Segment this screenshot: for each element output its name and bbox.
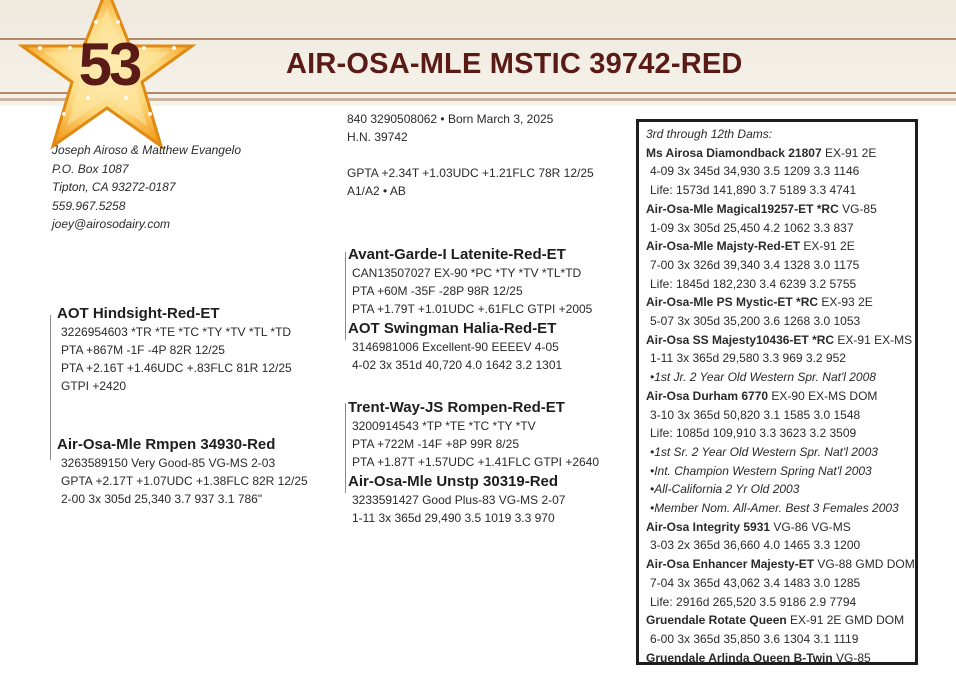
- consignor-contact: [52, 141, 241, 234]
- dam-record: 3-03 2x 365d 36,660 4.0 1465 3.3 1200: [650, 538, 861, 553]
- sire-sire-detail: PTA +1.79T +1.01UDC +.61FLC GTPI +2005: [352, 302, 593, 316]
- dam-award-note: •All-California 2 Yr Old 2003: [650, 482, 800, 497]
- dam-record: 1-11 3x 365d 29,580 3.3 969 3.2 952: [650, 351, 846, 366]
- dam-classification: VG-86 VG-MS: [770, 519, 851, 534]
- dam-name: Air-Osa Enhancer Majesty-ET: [646, 557, 815, 572]
- phone: 559.967.5258: [52, 198, 126, 213]
- dam-award-note: •Int. Champion Western Spring Nat'l 2003: [650, 463, 872, 478]
- dam-award-note: •1st Sr. 2 Year Old Western Spr. Nat'l 2003: [650, 444, 878, 459]
- dam-row: [646, 237, 915, 256]
- dam-record: 7-00 3x 326d 39,340 3.4 1328 3.0 1175: [650, 257, 860, 272]
- consignor-names: Joseph Airoso & Matthew Evangelo: [52, 143, 241, 157]
- sire-detail: GTPI +2420: [61, 379, 127, 393]
- dam-classification: VG-85: [832, 650, 871, 665]
- dams-box: [636, 119, 918, 665]
- dam-row: [646, 144, 915, 163]
- sire-detail: PTA +2.16T +1.46UDC +.83FLC 81R 12/25: [61, 361, 292, 375]
- dam-classification: EX-91 2E: [800, 239, 855, 254]
- sire-detail: 3226954603 *TR *TE *TC *TY *TV *TL *TD: [61, 325, 292, 339]
- dam-name: Air-Osa Durham 6770: [646, 388, 769, 403]
- email: joey@airosodairy.com: [52, 217, 171, 231]
- sire-dam-detail: 3146981006 Excellent-90 EEEEV 4-05: [352, 340, 559, 354]
- dams-heading: 3rd through 12th Dams:: [646, 127, 773, 141]
- sire-dam-name: AOT Swingman Halia-Red-ET: [348, 320, 557, 337]
- pedigree-line-dam: [345, 403, 346, 493]
- dam-name: Gruendale Arlinda Queen B-Twin: [646, 650, 833, 665]
- dam-row: [646, 611, 915, 630]
- spacer: [347, 146, 594, 164]
- animal-info: [347, 110, 594, 200]
- dam-entry: [57, 436, 308, 508]
- dam-classification: EX-93 2E: [818, 295, 873, 310]
- dam-name: Air-Osa-Mle Majsty-Red-ET: [646, 239, 801, 254]
- sire-sire-detail: PTA +60M -35F -28P 98R 12/25: [352, 284, 523, 298]
- dam-row: [646, 649, 915, 668]
- dam-sire-name: Trent-Way-JS Rompen-Red-ET: [348, 399, 565, 416]
- dam-record: Life: 1085d 109,910 3.3 3623 3.2 3509: [650, 426, 857, 441]
- dam-name: Air-Osa Integrity 5931: [646, 519, 771, 534]
- dam-name: Air-Osa-Mle Magical19257-ET *RC: [646, 201, 839, 216]
- dam-sire-entry: [348, 399, 599, 471]
- sire-name: AOT Hindsight-Red-ET: [57, 305, 220, 322]
- dam-classification: EX-91 2E: [821, 145, 877, 160]
- sire-dam-detail: 4-02 3x 351d 40,720 4.0 1642 3.2 1301: [352, 358, 563, 372]
- dam-name: Air-Osa-Mle PS Mystic-ET *RC: [646, 295, 819, 310]
- dam-sire-detail: 3200914543 *TP *TE *TC *TY *TV: [352, 419, 536, 433]
- dam-classification: EX-91 2E GMD DOM: [786, 613, 905, 628]
- sire-dam-entry: [348, 320, 562, 374]
- sire-sire-entry: [348, 246, 592, 318]
- dam-name: Ms Airosa Diamondback 21807: [646, 145, 822, 160]
- dam-row: [646, 555, 915, 574]
- dam-record: 5-07 3x 305d 35,200 3.6 1268 3.0 1053: [650, 314, 861, 329]
- dam-row: [646, 200, 915, 219]
- dam-dam-detail: 1-11 3x 365d 29,490 3.5 1019 3.3 970: [352, 511, 555, 525]
- dam-dam-detail: 3233591427 Good Plus-83 VG-MS 2-07: [352, 493, 566, 507]
- dam-row: [646, 387, 915, 406]
- dam-sire-detail: PTA +722M -14F +8P 99R 8/25: [352, 437, 519, 451]
- sire-entry: [57, 305, 292, 395]
- sire-detail: PTA +867M -1F -4P 82R 12/25: [61, 343, 225, 357]
- beta-casein-line: A1/A2 • AB: [347, 184, 406, 198]
- dam-name: Air-Osa SS Majesty10436-ET *RC: [646, 332, 835, 347]
- dam-row: [646, 331, 915, 350]
- dam-sire-detail: PTA +1.87T +1.57UDC +1.41FLC GTPI +2640: [352, 455, 600, 469]
- dam-classification: EX-91 EX-MS: [834, 332, 913, 347]
- dam-detail: 2-00 3x 305d 25,340 3.7 937 3.1 786": [61, 492, 263, 506]
- genomic-line: GPTA +2.34T +1.03UDC +1.21FLC 78R 12/25: [347, 166, 594, 180]
- dam-record: 1-09 3x 305d 25,450 4.2 1062 3.3 837: [650, 220, 854, 235]
- address-line-2: Tipton, CA 93272-0187: [52, 180, 176, 194]
- registration-line: 840 3290508062 • Born March 3, 2025: [347, 112, 554, 126]
- pedigree-line-sire: [345, 252, 346, 340]
- dam-record: 4-09 3x 345d 34,930 3.5 1209 3.3 1146: [650, 164, 860, 179]
- dam-record: Life: 1845d 182,230 3.4 6239 3.2 5755: [650, 276, 857, 291]
- address-line-1: P.O. Box 1087: [52, 161, 129, 176]
- lot-number: 53: [78, 31, 140, 98]
- page-title: AIR-OSA-MLE MSTIC 39742-RED: [286, 48, 743, 80]
- dam-detail: 3263589150 Very Good-85 VG-MS 2-03: [61, 456, 276, 470]
- dam-classification: VG-88 GMD DOM: [814, 557, 915, 572]
- pedigree-line-left: [50, 315, 51, 460]
- dam-dam-entry: [348, 473, 565, 527]
- dam-classification: VG-85: [838, 201, 877, 216]
- dam-record: 7-04 3x 365d 43,062 3.4 1483 3.0 1285: [650, 575, 861, 590]
- dam-record: Life: 2916d 265,520 3.5 9186 2.9 7794: [650, 594, 857, 609]
- dam-row: [646, 518, 915, 537]
- dam-name: Air-Osa-Mle Rmpen 34930-Red: [57, 436, 276, 453]
- dam-detail: GPTA +2.17T +1.07UDC +1.38FLC 82R 12/25: [61, 474, 308, 488]
- dam-award-note: •1st Jr. 2 Year Old Western Spr. Nat'l 2008: [650, 370, 876, 385]
- dam-record: Life: 1573d 141,890 3.7 5189 3.3 4741: [650, 183, 857, 198]
- dam-award-note: •Member Nom. All-Amer. Best 3 Females 2003: [650, 501, 899, 516]
- dam-name: Gruendale Rotate Queen: [646, 613, 787, 628]
- dam-record: 3-10 3x 365d 50,820 3.1 1585 3.0 1548: [650, 407, 861, 422]
- dam-record: 6-00 3x 365d 35,850 3.6 1304 3.1 1119: [650, 631, 859, 646]
- dam-dam-name: Air-Osa-Mle Unstp 30319-Red: [348, 473, 559, 490]
- dam-row: [646, 293, 915, 312]
- dam-classification: EX-90 EX-MS DOM: [768, 388, 878, 403]
- sire-sire-detail: CAN13507027 EX-90 *PC *TY *TV *TL*TD: [352, 266, 582, 280]
- sire-sire-name: Avant-Garde-I Latenite-Red-ET: [348, 246, 566, 263]
- herd-number: H.N. 39742: [347, 130, 408, 144]
